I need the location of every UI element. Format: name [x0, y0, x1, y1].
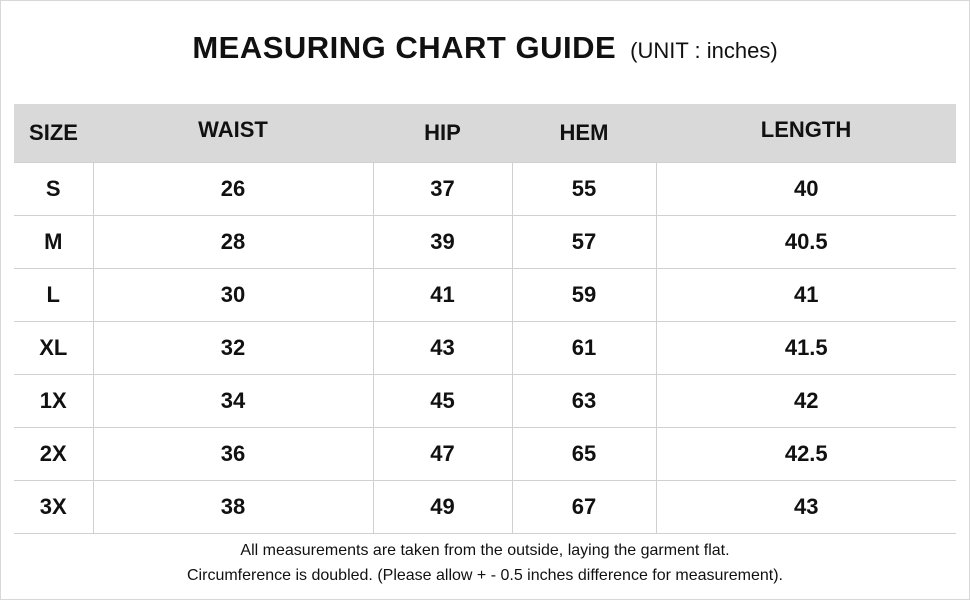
column-header-hem: HEM — [512, 104, 656, 163]
size-cell: 1X — [14, 375, 93, 428]
waist-cell: 28 — [93, 216, 373, 269]
hem-cell: 55 — [512, 163, 656, 216]
hem-cell: 67 — [512, 481, 656, 534]
length-cell: 42.5 — [656, 428, 956, 481]
table-row — [14, 163, 956, 216]
table-row — [14, 216, 956, 269]
column-header-size: SIZE — [14, 104, 93, 163]
length-cell: 40 — [656, 163, 956, 216]
page-title: MEASURING CHART GUIDE — [192, 30, 617, 65]
length-cell: 40.5 — [656, 216, 956, 269]
hip-cell: 37 — [373, 163, 512, 216]
header-row — [14, 104, 956, 163]
size-table — [14, 104, 956, 534]
length-cell: 42 — [656, 375, 956, 428]
size-cell: XL — [14, 322, 93, 375]
hem-cell: 63 — [512, 375, 656, 428]
table-row — [14, 481, 956, 534]
footnote — [0, 538, 970, 588]
hip-cell: 41 — [373, 269, 512, 322]
waist-cell: 36 — [93, 428, 373, 481]
hip-cell: 45 — [373, 375, 512, 428]
hem-cell: 61 — [512, 322, 656, 375]
size-cell: 3X — [14, 481, 93, 534]
waist-cell: 26 — [93, 163, 373, 216]
length-cell: 43 — [656, 481, 956, 534]
column-header-length: LENGTH — [656, 104, 956, 163]
size-cell: S — [14, 163, 93, 216]
size-cell: M — [14, 216, 93, 269]
length-cell: 41.5 — [656, 322, 956, 375]
table-row — [14, 269, 956, 322]
waist-cell: 38 — [93, 481, 373, 534]
length-cell: 41 — [656, 269, 956, 322]
unit-label: (UNIT : inches) — [630, 38, 778, 63]
hip-cell: 39 — [373, 216, 512, 269]
hip-cell: 43 — [373, 322, 512, 375]
table-row — [14, 375, 956, 428]
table-row — [14, 428, 956, 481]
size-cell: L — [14, 269, 93, 322]
title-bar — [0, 30, 970, 66]
hem-cell: 65 — [512, 428, 656, 481]
hip-cell: 49 — [373, 481, 512, 534]
waist-cell: 32 — [93, 322, 373, 375]
footnote-line-1: All measurements are taken from the outside, laying the garment flat. — [240, 542, 730, 559]
size-cell: 2X — [14, 428, 93, 481]
column-header-waist: WAIST — [93, 104, 373, 163]
table-header — [14, 104, 956, 163]
column-header-hip: HIP — [373, 104, 512, 163]
footnote-line-2: Circumference is doubled. (Please allow + - 0.5 inches difference for measurement). — [187, 567, 783, 584]
table-row — [14, 322, 956, 375]
hem-cell: 57 — [512, 216, 656, 269]
hip-cell: 47 — [373, 428, 512, 481]
waist-cell: 30 — [93, 269, 373, 322]
waist-cell: 34 — [93, 375, 373, 428]
hem-cell: 59 — [512, 269, 656, 322]
